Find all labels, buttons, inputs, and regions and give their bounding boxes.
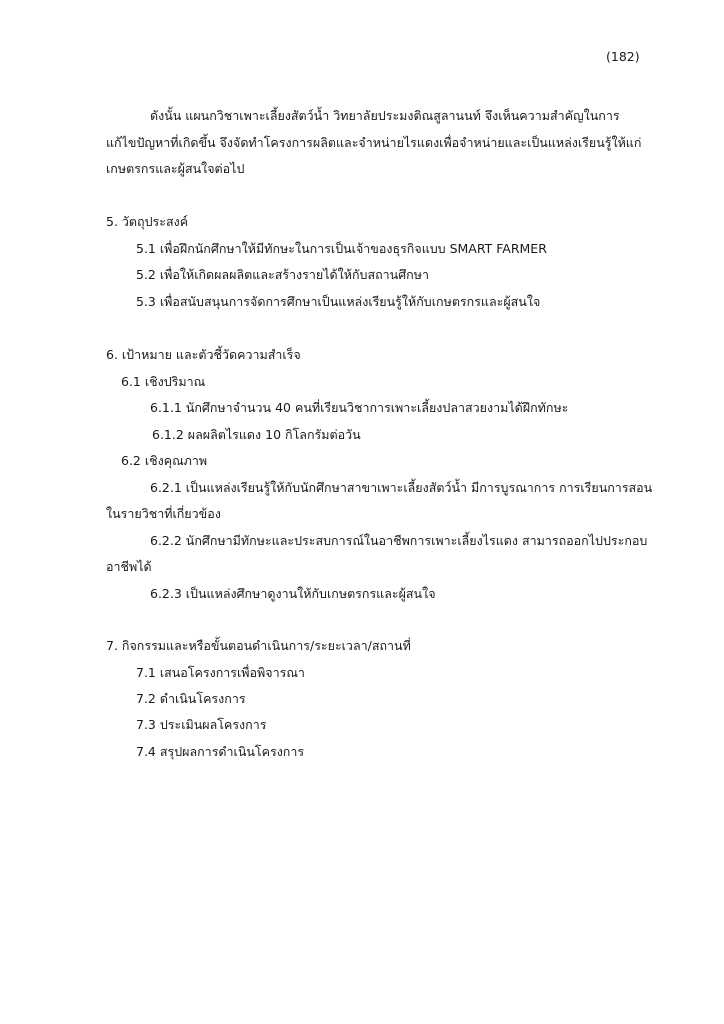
quantity-item-6-1-1: 6.1.1 นักศึกษาจำนวน 40 คนที่เรียนวิชาการเพาะเลี้ยงปลาสวยงามได้ฝึกทักษะ (150, 400, 569, 415)
objective-item-5-2: 5.2 เพื่อให้เกิดผลผลิตและสร้างรายได้ให้กับสถานศึกษา (136, 267, 429, 282)
section-7-heading: 7. กิจกรรมและหรือขั้นตอนดำเนินการ/ระยะเวลา/สถานที่ (106, 638, 411, 653)
intro-paragraph-line-1: ดังนั้น แผนกวิชาเพาะเลี้ยงสัตว์น้ำ วิทยาลัยประมงติณสูลานนท์ จึงเห็นความสำคัญในการ (150, 108, 620, 123)
activity-item-7-1: 7.1 เสนอโครงการเพื่อพิจารณา (136, 665, 305, 680)
section-6-heading: 6. เป้าหมาย และตัวชี้วัดความสำเร็จ (106, 347, 301, 362)
activity-item-7-2: 7.2 ดำเนินโครงการ (136, 691, 246, 706)
quality-item-6-2-1-line-1: 6.2.1 เป็นแหล่งเรียนรู้ให้กับนักศึกษาสาขาเพาะเลี้ยงสัตว์น้ำ มีการบูรณาการ การเรียนการสอน (150, 480, 653, 495)
objective-item-5-1: 5.1 เพื่อฝึกนักศึกษาให้มีทักษะในการเป็นเจ้าของธุรกิจแบบ SMART FARMER (136, 241, 547, 256)
quality-item-6-2-2-line-2: อาชีพได้ (106, 559, 152, 574)
quantity-item-6-1-2: 6.1.2 ผลผลิตไรแดง 10 กิโลกรัมต่อวัน (152, 427, 361, 442)
quality-item-6-2-1-line-2: ในรายวิชาที่เกี่ยวข้อง (106, 506, 221, 521)
quality-item-6-2-3: 6.2.3 เป็นแหล่งศึกษาดูงานให้กับเกษตรกรและผู้สนใจ (150, 586, 436, 601)
activity-item-7-3: 7.3 ประเมินผลโครงการ (136, 717, 267, 732)
intro-paragraph-line-2: แก้ไขปัญหาที่เกิดขึ้น จึงจัดทำโครงการผลิตและจำหน่ายไรแดงเพื่อจำหน่ายและเป็นแหล่งเรียนรู้ให้แก่ (106, 135, 642, 150)
activity-item-7-4: 7.4 สรุปผลการดำเนินโครงการ (136, 744, 305, 759)
quality-heading: 6.2 เชิงคุณภาพ (121, 453, 208, 468)
objective-item-5-3: 5.3 เพื่อสนับสนุนการจัดการศึกษาเป็นแหล่งเรียนรู้ให้กับเกษตรกรและผู้สนใจ (136, 294, 541, 309)
quantity-heading: 6.1 เชิงปริมาณ (121, 374, 206, 389)
quality-item-6-2-2-line-1: 6.2.2 นักศึกษามีทักษะและประสบการณ์ในอาชีพการเพาะเลี้ยงไรแดง สามารถออกไปประกอบ (150, 533, 648, 548)
page-number: (182) (606, 49, 640, 64)
intro-paragraph-line-3: เกษตรกรและผู้สนใจต่อไป (106, 161, 245, 176)
section-5-heading: 5. วัตถุประสงค์ (106, 214, 189, 229)
